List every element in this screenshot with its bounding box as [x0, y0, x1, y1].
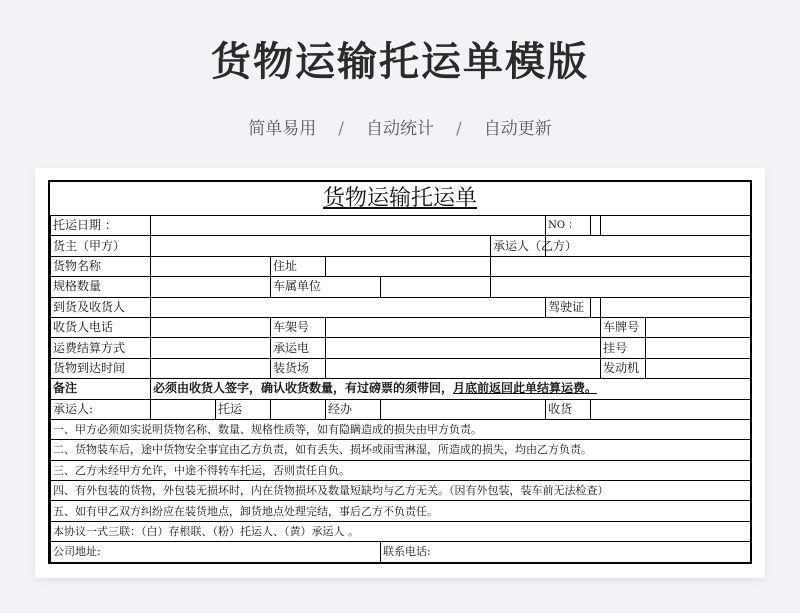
row-arrival: [51, 358, 751, 378]
label-receive: 收货: [546, 399, 591, 419]
tag-separator: /: [338, 119, 344, 139]
term-3: 三、乙方未经甲方允许，中途不得转车托运，否则责任自负。: [51, 460, 751, 480]
field-engine[interactable]: [646, 358, 751, 378]
row-shipper: [51, 236, 751, 256]
field-frame-no[interactable]: [326, 317, 601, 337]
row-spec: [51, 277, 751, 297]
label-remark: 备注: [51, 379, 151, 399]
label-carrier-b: 承运人（乙方）: [491, 236, 546, 256]
term-1: 一、甲方必须如实说明货物名称、数量、规格性质等，如有隐瞒造成的损失由甲方负责。: [51, 419, 751, 439]
field-payment[interactable]: [151, 338, 271, 358]
label-arrival-time: 货物到达时间: [51, 358, 151, 378]
row-term-2: [51, 440, 751, 460]
remark-text: 必须由收货人签字，确认收货数量，有过磅票的须带回，月底前返回此单结算运费。: [151, 379, 751, 399]
field-address-ext[interactable]: [491, 256, 751, 276]
row-term-4: [51, 481, 751, 501]
label-carrier-sign: 承运人:: [51, 399, 151, 419]
field-trailer-no[interactable]: [646, 338, 751, 358]
field-driver-gap[interactable]: [591, 297, 601, 317]
row-remark: [51, 379, 751, 399]
row-goods: [51, 256, 751, 276]
field-handler[interactable]: [381, 399, 546, 419]
tag-auto-update: 自动更新: [483, 119, 552, 139]
label-spec-qty: 规格数量: [51, 277, 151, 297]
field-date[interactable]: [151, 216, 546, 236]
label-trailer-no: 挂号: [601, 338, 646, 358]
label-payment: 运费结算方式: [51, 338, 151, 358]
field-address[interactable]: [326, 256, 491, 276]
row-destination: [51, 297, 751, 317]
row-term-1: [51, 419, 751, 439]
tagline: [0, 114, 800, 139]
label-engine: 发动机: [601, 358, 646, 378]
label-consign: 托运: [216, 399, 271, 419]
label-plate-no: 车牌号: [601, 317, 646, 337]
term-4: 四、有外包装的货物，外包装无损坏时，内在货物损坏及数量短缺均与乙方无关。（因有外包装，装车前无法检查）: [51, 481, 751, 501]
banner-title: 货物运输托运单模版: [211, 39, 589, 85]
label-goods-name: 货物名称: [51, 256, 151, 276]
label-no: NO ：: [546, 216, 591, 236]
label-company-address: 公司地址:: [51, 542, 381, 562]
term-5: 五、如有甲乙双方纠纷应在装货地点，卸货地点处理完结，事后乙方不负责任。: [51, 501, 751, 521]
row-term-5: [51, 501, 751, 521]
field-consign[interactable]: [271, 399, 326, 419]
field-arrival-time[interactable]: [151, 358, 271, 378]
row-company: [51, 542, 751, 562]
field-no[interactable]: [601, 216, 751, 236]
field-plate-no[interactable]: [646, 317, 751, 337]
field-driver-license[interactable]: [601, 297, 751, 317]
row-payment: [51, 338, 751, 358]
label-shipper: 货主（甲方）: [51, 236, 151, 256]
label-destination: 到货及收货人: [51, 297, 151, 317]
label-receiver-phone: 收货人电话: [51, 317, 151, 337]
field-goods-name[interactable]: [151, 256, 271, 276]
field-carrier-phone[interactable]: [326, 338, 601, 358]
row-signatures: [51, 399, 751, 419]
tag-easy: 简单易用: [248, 119, 317, 139]
label-address: 住址: [271, 256, 326, 276]
label-frame-no: 车架号: [271, 317, 326, 337]
copies-note: 本协议一式三联：（白）存根联、（粉）托运人、（黄）承运人 。: [51, 521, 751, 541]
row-date: [51, 216, 751, 236]
label-contact-phone: 联系电话:: [381, 542, 751, 562]
field-no-gap[interactable]: [591, 216, 601, 236]
field-vehicle-unit[interactable]: [381, 277, 491, 297]
label-loading-site: 装货场: [271, 358, 326, 378]
term-2: 二、货物装车后，途中货物安全事宜由乙方负责，如有丢失、损坏或雨雪淋湿，所造成的损失，均由乙方负责。: [51, 440, 751, 460]
field-shipper[interactable]: [151, 236, 491, 256]
field-spec-qty[interactable]: [151, 277, 271, 297]
consignment-form: [48, 180, 752, 564]
field-loading-site[interactable]: [326, 358, 601, 378]
form-grid: [50, 215, 751, 563]
label-driver-license: 驾驶证: [546, 297, 591, 317]
label-carrier-phone: 承运电: [271, 338, 326, 358]
row-term-3: [51, 460, 751, 480]
field-receive[interactable]: [591, 399, 751, 419]
field-destination[interactable]: [151, 297, 546, 317]
tag-auto-stat: 自动统计: [366, 119, 434, 139]
label-handler: 经办: [326, 399, 381, 419]
row-receiver-phone: [51, 317, 751, 337]
tag-separator: /: [456, 119, 462, 139]
field-vehicle-unit-ext[interactable]: [491, 277, 751, 297]
row-copies: [51, 521, 751, 541]
document-sheet: [35, 168, 765, 578]
field-receiver-phone[interactable]: [151, 317, 271, 337]
label-vehicle-unit: 车属单位: [271, 277, 381, 297]
field-carrier-sign[interactable]: [151, 399, 216, 419]
label-date: 托运日期 ：: [51, 216, 151, 236]
form-title: 货物运输托运单: [322, 186, 477, 211]
